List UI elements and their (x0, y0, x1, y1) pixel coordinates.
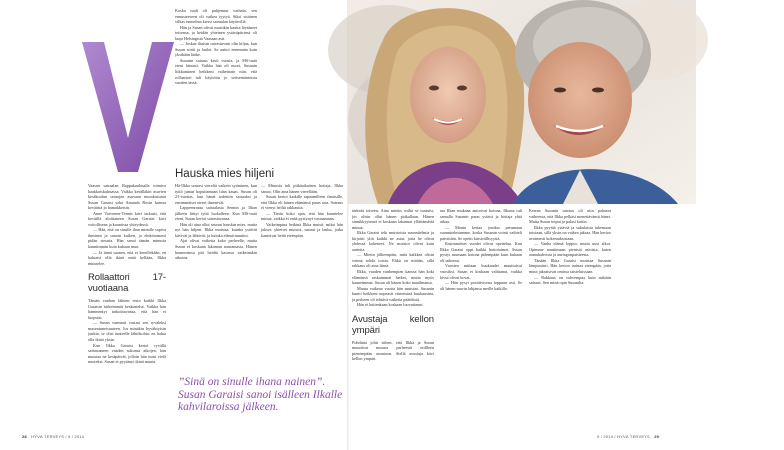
body-paragraph: Pohdinta johti siihen, että Ilkka ja Susan muuttivat muusta perheestä erillleen pienempään asuntoon. Siellä avustaja kävi kellon ympäri. (352, 339, 434, 362)
body-paragraph: Lappeenranta sairaalasta Sennin ja Ilkan jälkeen liittyi tyttö luokalleen. Kun MS-tauti eteni, Susan kertoi sairastavansa. (175, 205, 257, 222)
subheading-rollaattori: Rollaattori 17-vuotiaana (88, 272, 166, 295)
page-number-left: 28 (22, 434, 27, 439)
footer-right-text: 9 / 2014 / HYVÄ TERVEYS (597, 434, 650, 439)
body-paragraph: Vaikeimpina hetkinä Ilkka muisti, miksi hän jaksoi: yhteiset muistot, naurut ja laulut, jotka kantoivat heitä eteenpäin. (261, 221, 343, 238)
article-column-4 (352, 208, 434, 362)
body-paragraph: — Tiesin koko ajan, että hän kuuntelee minua, vaikka ei enää pystynyt vastaamaan. (261, 210, 343, 222)
article-column-5 (440, 208, 522, 291)
body-paragraph: — Joskus iltaisin sairastuvani olin hiljaa, kun Susan soitti ja lauloi. Se auttoi enemmän kuin yksikään lääke. (175, 41, 257, 58)
body-paragraph: Hän ei kuitenkaan koskaan luovuttanut. (357, 302, 424, 308)
body-paragraph: tärkeää toiseen. Aina mietin, miltä se tuntuisi, jos olisin ollut hänen paikallaan. Hänen sinnikkyytensä ei koskaan lakannut yllättämästä minua. (352, 208, 434, 230)
body-paragraph: Koska tuuli oli puhjennut varhain, sen ennusteeseen oli vaikea tyytyä. Siksi sisäinen vilkas tunnelma kiersi sairaalan käytävillä. (175, 8, 257, 25)
body-paragraph: Hä-Ilkka seurasi viereltä vaikein syöminen, kun tyttö jumui hoputtamaan liian kauas. Susan oli 23-vuotias, kun hänet todettiin sairaaksi ja ensimmäiset oireet ilmenivät. (175, 183, 257, 205)
body-paragraph: Ensimmäiset vuodet olivat opettelua. Kun Ilkka Garaisi oppi kaikki hoitotoimet, Susan pystyi asumaan kotona pidempään kuin kukaan oli uskonut. (440, 241, 522, 263)
article-column-6 (529, 208, 611, 286)
body-paragraph: Tänään Ilkka Garaisi muistaa Susanin lämpimästi. Hän kertoo tarinaa eteenpäin, jotta muut jaksaisivat omissa taisteluissaan. (529, 257, 611, 275)
body-paragraph: — Vanha elämä loppui, mutta uusi alkoi. Opimme nauttimaan pienistä asioista, kuten aamukahvista ja auringonpaisteesta. (529, 241, 611, 258)
body-paragraph: Kun Ilkka Garaisi kertoi ryvällä sairastaneen vaaden sukunsa aikojen, hän muistaa ne kesäpäivät, jolloin hän tunsi vielä nuoreksi. Susan ei pyytänyt ikinä muuta. (88, 342, 166, 365)
body-paragraph: — Mietin jälkeenpäin, mitä kaikkea olisin voinut tehdä toisin. Ehkä en mitään, sillä rakkaus oli aina läsnä. (352, 252, 434, 269)
pull-quote: ”Sinä on sinulle ihana nainen”. Susan Garaisi sanoi isälleen Ilkalle kahvilaroissa jälkeen. (178, 376, 343, 413)
body-paragraph: — Ja tämä saanen, että ei kenellekään, en haluaisi olla ikinä enää kellään, Ilkka muistelee. (88, 249, 166, 266)
drop-letter-v (82, 42, 174, 172)
couple-photo (348, 0, 780, 204)
photo-illustration (348, 0, 696, 204)
photo-caption: Punaisenoma Anne Tennis-Virta Susan ja Ilkka Garaisi veivät kuvissa. (714, 176, 780, 185)
body-paragraph: Ilkka, vuoden vanhempien kanssa hän koki elämänsä raskaimmat hetket, mutta myös kauneimmat. Susan oli hänen koko maailmansa. (352, 269, 434, 286)
body-paragraph: Ilkka Garaisi teki muistoista suunnitelmia ja kirjoitti ylös kaikki ne asiat, joita he olivat yhdessä kokeneet. Ne muistot olivat kuin aarteita. (352, 230, 434, 252)
article-column-2 (175, 8, 257, 86)
body-paragraph: Vaasan sairaalan Rappakaulasalla toimiva kaakkoiskulmassa. Vaikka kesälläkin asuvien kesäkoulun seurojen asuvaan muodostunut Susan Garaisi sekä Amanda Rosin kanssa keväästä jo hamakkeisin. (88, 183, 166, 211)
body-paragraph: Muuta vaikeaa vuotta hän muistaa. Susanin kunto heikkeni nopeasti viimeisinä kuukausina, ja perheen oli tehtävä vaikeita päätöksiä. (352, 285, 434, 302)
body-paragraph: Ajat olivat vaikeita koko perheelle, mutta Susan ei koskaan lakannut nauramasta. Hänen huumorinsa piti heidät kasassa vaikeinakin aikoina. (175, 238, 257, 261)
body-paragraph: taa Ilkan mukana auttoivat kotona. Ilkasta tuli samalla Susanin paras ystävä ja hoitaja yhtä aikaa. (440, 208, 522, 225)
footer-left-text: HYVÄ TERVEYS / 9 / 2014 (31, 434, 85, 439)
footer-left (22, 434, 84, 439)
body-paragraph: Hän ja Susan olivat musiikin kautta löytäneet toisensa, ja heidän yhteinen ystäväpiirinsä oli laaja Helsingistä Vaasaan asti. (175, 24, 257, 41)
body-paragraph: Hän oli aina ollut seuran hauskin mies, mutta nyt hän hiljeni. Ilkka muistaa, kuinka ystävät kävivät ja lähtivät, ja kuinka elämä muuttui. (175, 221, 257, 238)
body-paragraph: — Monta kertaa joudun perumaan suunnitelmiamme, koska Susanin vointi vaihteli päivittäin. Se opetti kärsivällisyyttä. (440, 224, 522, 241)
body-paragraph: Vuosien mittaan kuukaudet muuttuivat vuosiksi. Susan ei koskaan valittanut, vaikka kivut olivat kovat. (440, 263, 522, 280)
body-paragraph: Anne Voivonen-Tennis kävi tarkasti, että keväillä aloittaneen Susan Garaisi kävi voitollisena ja kauniissa yhteydessä. (88, 210, 166, 227)
body-paragraph: — Susan varmasti vastasi sen ryväleksi masentuneisuuteen. Jos minäkin hyväksyisin jonkin, se olisi tunteelle lähtökohta: en halua olla ikinä yksin. (88, 320, 166, 343)
body-paragraph: — Hää, että on sinulle ihan minulle sopiva ihminen ja sanoin kaiken, ja ehdottomasti pidän sinusta. Hän sanoi tämän minusta kauniimmin kuin kukaan muu. (88, 227, 166, 250)
body-paragraph: — Rakkaus on vahvempaa kuin mikään sairaus. Sen minä opin Susanilta. (529, 274, 611, 286)
body-paragraph: Ilkka pyytää ystäviä ja sukulaisia tukemaan toisiaan, sillä yksin on vaikea jaksaa. Hän kertoo avoimesti kokemuksistaan. (529, 224, 611, 241)
body-paragraph: — Hän pysyi positiivisena loppuun asti. Se oli hänen suurin lahjansa meille kaikille. (440, 280, 522, 291)
body-paragraph: Susan kertoi kaikille tapaamilleen ihmisille, että Ilkka oli hänen elämänsä paras asia. Sairaus ei vienyt heiltä rakkautta. (261, 194, 343, 211)
article-column-3b (261, 183, 343, 238)
body-paragraph: Kerran Susanin sairaus oli niin pahassa vaiheessa, että Ilkka pelkäsi menettävänsä hänet. Mutta Susan toipui ja palasi kotiin. (529, 208, 611, 225)
article-column-2b (175, 183, 257, 261)
page-number-right: 29 (654, 434, 660, 439)
body-paragraph: — Minusta tuli pitkäaikainen hoitaja, Ilkka sanoo. Olin aina hänen vierellään. (261, 183, 343, 194)
body-paragraph: Tämän vanhan lähtien etsin kaikki Ilkka Garaisin tärkeimmät keskustelut. Vaikka hän hämmentyi tarkoittavansa, että hän ei luopuisi. (88, 298, 166, 320)
subheading-hauska-mies: Hauska mies hiljeni (175, 168, 275, 180)
footer-right (597, 434, 659, 439)
subheading-avustaja: Avustaja kellon ympäri (352, 313, 434, 336)
article-column-1 (88, 183, 166, 365)
body-paragraph: Susanin sairaus kesti vuosia, ja MS-tauti eteni hitaasti. Vaikka hän oli nuori, Susanin liikkuminen heikkeni vaiheittain niin, että rollaattori tuli käyttöön jo seitsemäntoista vuoden iässä. (175, 57, 257, 86)
